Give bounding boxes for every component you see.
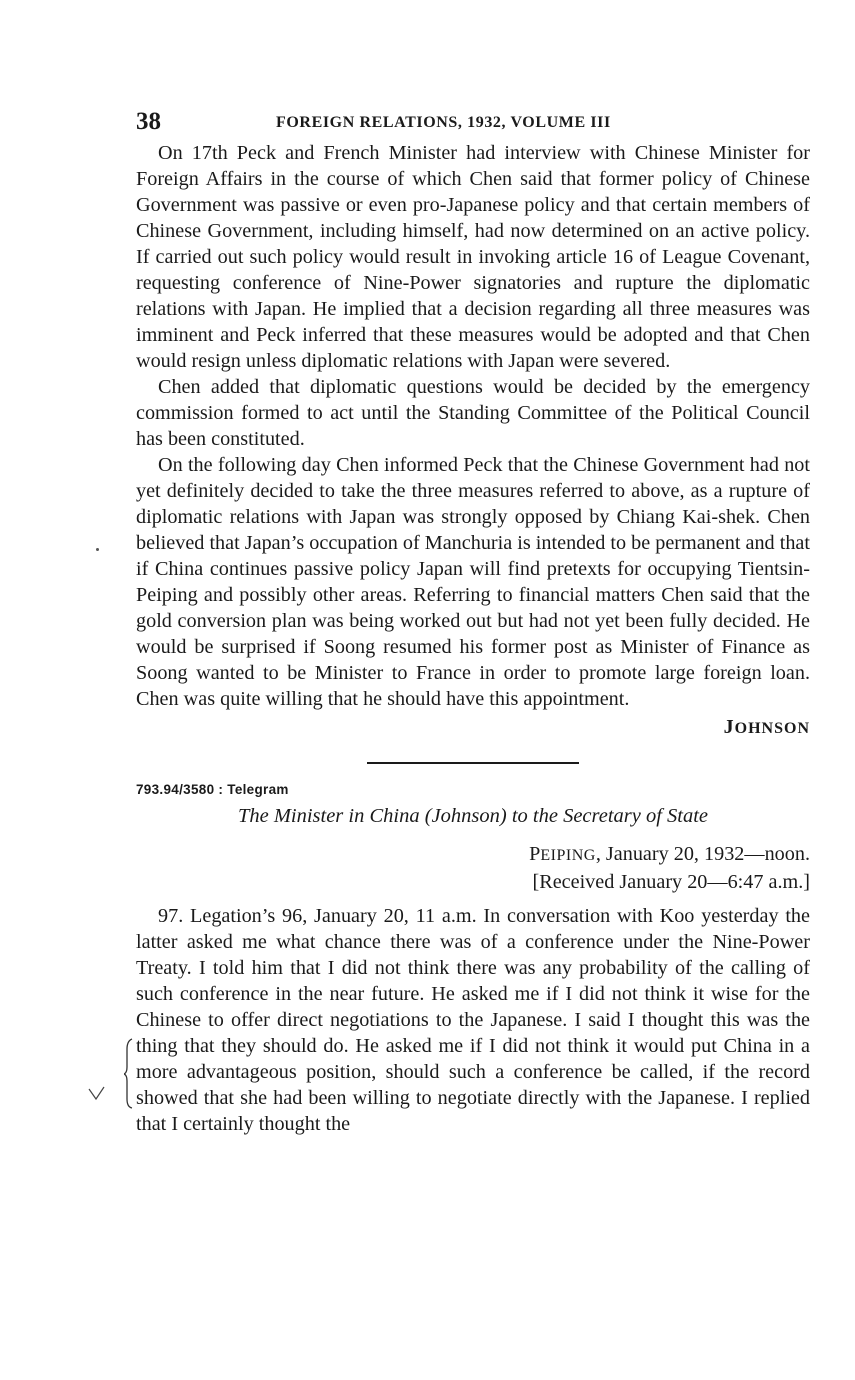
paragraph: On the following day Chen informed Peck that the Chinese Government had not yet definitely decided to take the three measures referred to above, as a rupture of diplomatic relations with Japan was strongly opposed by Chiang Kai-shek. Chen believed that Japan’s occupation of Manchuria is intended to be permanent and that if China continues passive policy Japan will find pretexts for occupying Tientsin-Peiping and possibly other areas. Referring to financial matters Chen said that the gold conversion plan was being worked out but had not yet been fully decided. He would be surprised if Soong resumed his former post as Minister of Finance as Soong wanted to be Minister to France in order to promote large foreign loan. Chen was quite willing that he should have this appointment. <box>136 454 810 710</box>
paragraph: 97. Legation’s 96, January 20, 11 a.m. In conversation with Koo yesterday the latter asked me what chance there was of a conference under the Nine-Power Treaty. I told him that I did not think there was any probability of the calling of such conference in the near future. He asked me if I did not think it wise for the Chinese to offer direct negotiations to the Japanese. I said I thought this was the thing that they should do. He asked me if I did not think it would put China in a more advantageous position, should such a conference be called, if the record showed that she had been willing to negotiate directly with the Japanese. I replied that I certainly thought the <box>136 905 810 1135</box>
page-number: 38 <box>136 108 161 135</box>
running-head <box>136 104 810 140</box>
journal-title: FOREIGN RELATIONS, 1932, VOLUME III <box>276 114 611 131</box>
continuation-text <box>136 140 810 712</box>
place-initial: P <box>529 843 541 865</box>
file-reference: 793.94/3580 : Telegram <box>136 782 289 797</box>
stray-mark <box>96 548 99 551</box>
place-rest: EIPING <box>540 847 596 864</box>
telegram-body <box>136 903 810 1137</box>
received-line: [Received January 20—6:47 a.m.] <box>532 871 810 893</box>
paragraph: On 17th Peck and French Minister had interview with Chinese Minister for Foreign Affairs in the course of which Chen said that former policy of Chinese Government was passive or even pro-Japanese policy and that certain members of Chinese Government, including himself, had now determined on an active policy. If carried out such policy would result in invoking article 16 of League Covenant, requesting conference of Nine-Power signatories and rupture the diplomatic relations with Japan. He implied that a decision regarding all three measures was imminent and Peck inferred that these measures would be adopted and that Chen would resign unless diplomatic relations with Japan were severed. <box>136 142 810 372</box>
document-heading: The Minister in China (Johnson) to the Secretary of State <box>237 805 709 827</box>
signature <box>136 716 810 740</box>
signature-rest: OHNSON <box>734 720 810 737</box>
page <box>136 104 810 1137</box>
section-divider <box>367 762 579 764</box>
signature-initial: J <box>723 716 735 738</box>
margin-bracket-icon <box>124 1037 134 1109</box>
margin-check-icon <box>88 1086 106 1102</box>
paragraph: Chen added that diplomatic questions would be decided by the emergency commission formed to act until the Standing Committee of the Political Council has been constituted. <box>136 376 810 450</box>
dateline <box>136 841 810 869</box>
date: , January 20, 1932—noon. <box>595 843 810 865</box>
